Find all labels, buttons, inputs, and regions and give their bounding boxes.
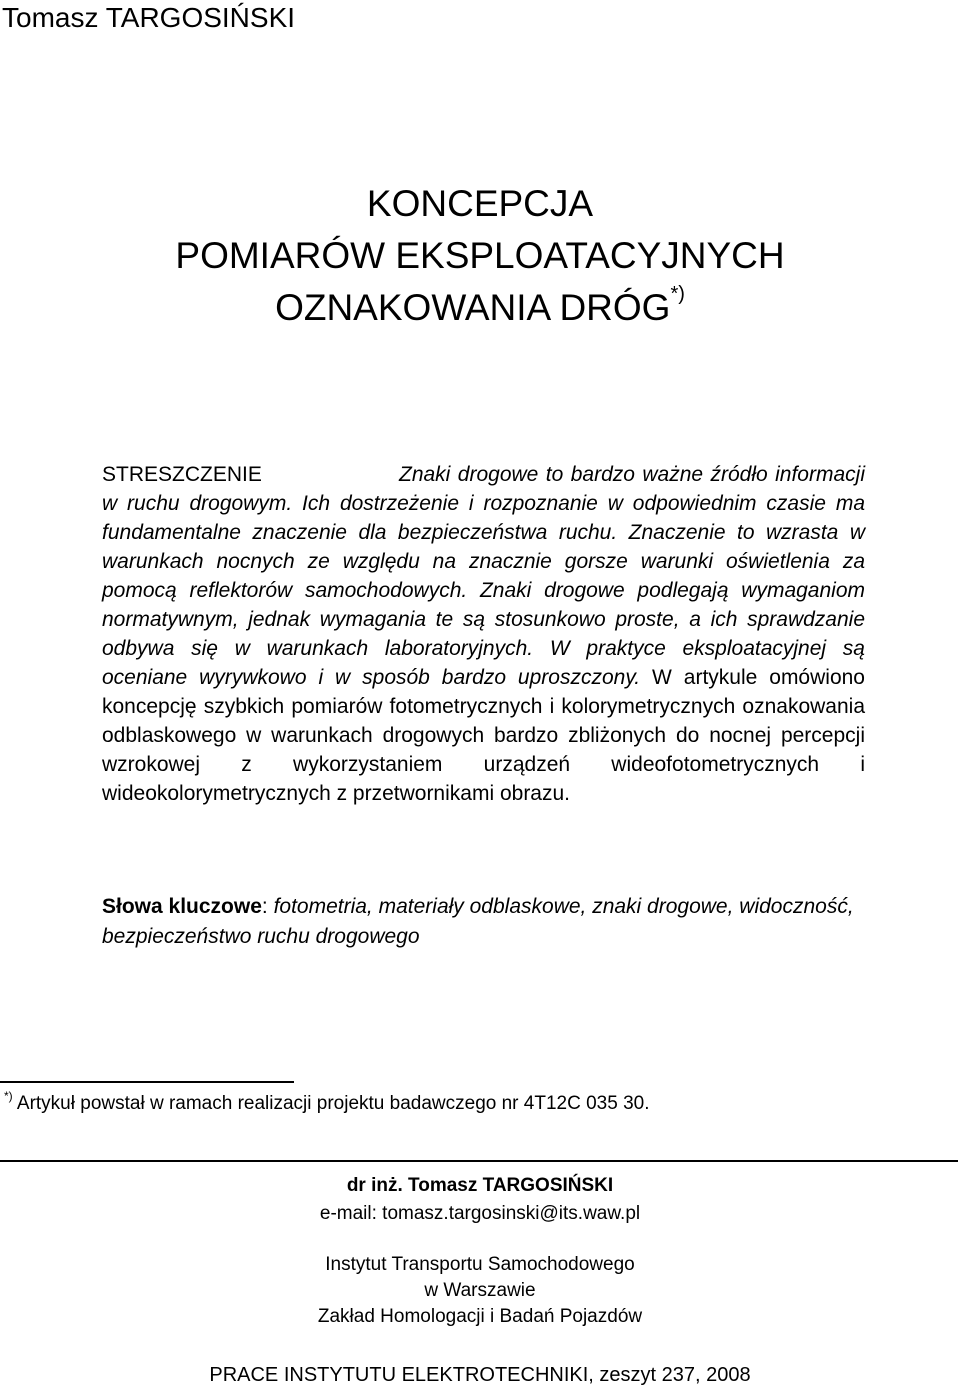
title-line-1: KONCEPCJA	[366, 183, 594, 224]
title-line-3: OZNAKOWANIA DRÓG	[275, 287, 671, 328]
author-name: dr inż. Tomasz TARGOSIŃSKI	[346, 1175, 614, 1196]
title-footnote-marker: *)	[670, 283, 685, 305]
abstract-text-2: W artykule omówiono koncepcję szybkich pomiarów fotometrycznych i kolorymetrycznych oznakowania odblaskowego w warunkach drogowych bardzo zbliżonych do nocnej percepcji wzrokowej z wykorzystaniem urządzeń wideofotometrycznych i wideokolorymetrycznych z przetwornikami obrazu.	[102, 666, 865, 805]
keywords-separator: :	[261, 895, 274, 918]
journal-citation: PRACE INSTYTUTU ELEKTROTECHNIKI, zeszyt 237, 2008	[209, 1364, 751, 1386]
author-email: e-mail: tomasz.targosinski@its.waw.pl	[319, 1203, 641, 1224]
paper-title	[0, 178, 960, 334]
keywords-label: Słowa kluczowe	[102, 895, 262, 918]
abstract-label: STRESZCZENIE	[102, 463, 262, 486]
institute-line-3: Zakład Homologacji i Badań Pojazdów	[317, 1306, 643, 1327]
footnote	[4, 1089, 650, 1115]
running-header-author: Tomasz TARGOSIŃSKI	[2, 2, 296, 33]
title-line-2: POMIARÓW EKSPLOATACYJNYCH	[175, 235, 785, 276]
institute-line-1: Instytut Transportu Samochodowego	[325, 1254, 635, 1275]
footnote-text: Artykuł powstał w ramach realizacji projektu badawczego nr 4T12C 035 30.	[12, 1093, 650, 1114]
footnote-marker: *)	[4, 1089, 13, 1103]
keywords-text: fotometria, materiały odblaskowe, znaki drogowe, widoczność, bezpieczeństwo ruchu drogowego	[102, 895, 854, 948]
footnote-divider	[0, 1081, 294, 1083]
institute-line-2: w Warszawie	[424, 1280, 536, 1301]
keywords	[102, 892, 865, 952]
abstract	[102, 460, 865, 808]
abstract-text: Znaki drogowe to bardzo ważne źródło informacji w ruchu drogowym. Ich dostrzeżenie i rozpoznanie w odpowiednim czasie ma fundamentalne znaczenie dla bezpieczeństwa ruchu. Znaczenie to wzrasta w warunkach nocnych ze względu na znacznie gorsze warunki oświetlenia za pomocą reflektorów samochodowych. Znaki drogowe podlegają wymaganiom normatywnym, jednak wymagania te są stosunkowo proste, a ich sprawdzanie odbywa się w warunkach laboratoryjnych. W praktyce eksploatacyjnej są oceniane wyrywkowo i w sposób bardzo uproszczony.	[102, 463, 865, 689]
affiliation-divider	[0, 1160, 958, 1162]
